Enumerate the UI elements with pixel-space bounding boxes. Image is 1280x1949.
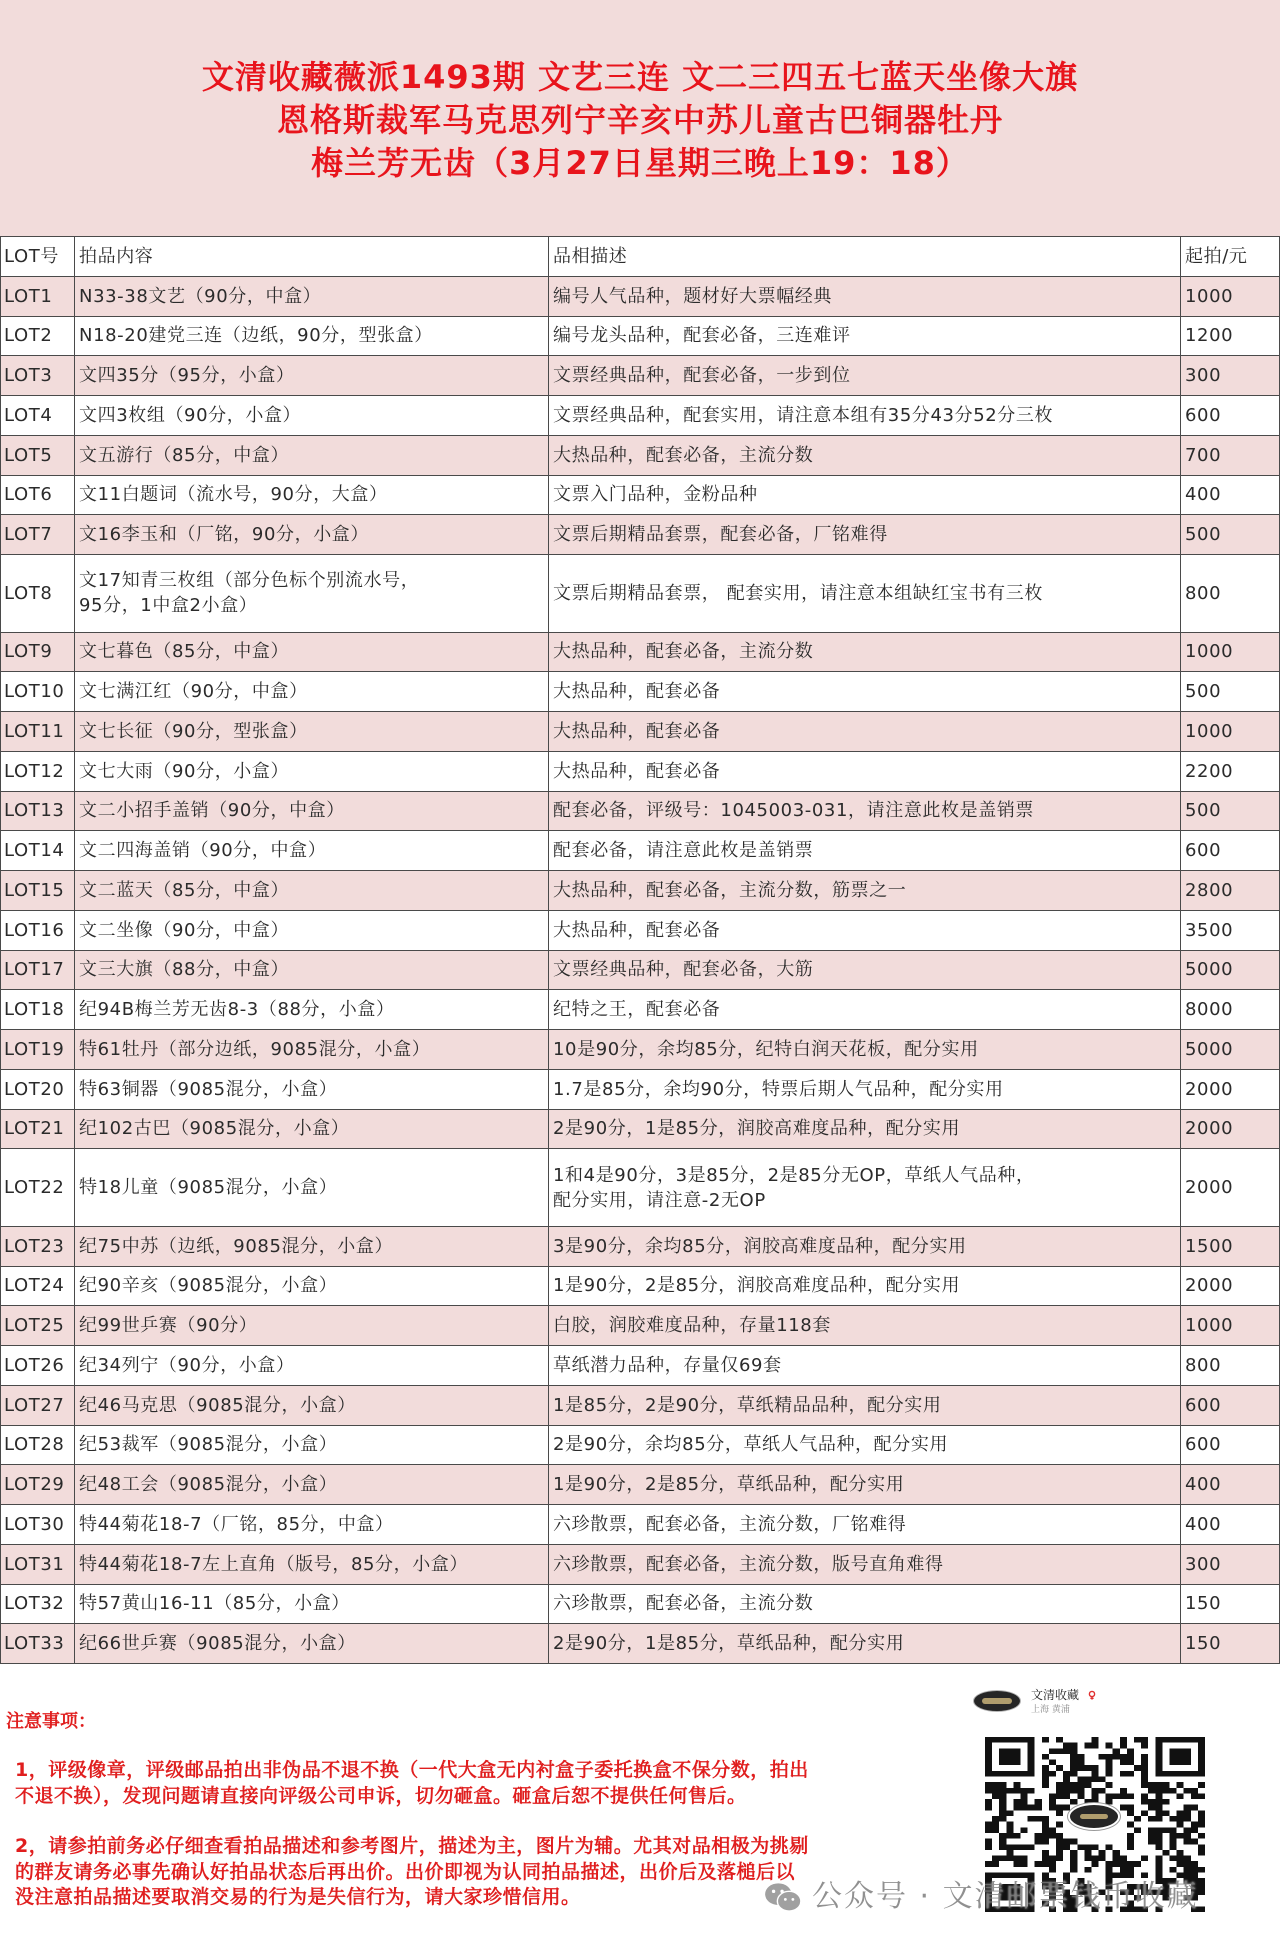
starting-price-cell: 700 xyxy=(1181,436,1280,475)
table-row xyxy=(0,1346,1280,1386)
table-row xyxy=(0,317,1280,357)
shop-logo xyxy=(973,1690,1021,1712)
starting-price-cell: 300 xyxy=(1181,356,1280,395)
table-row xyxy=(0,1070,1280,1110)
item-content-cell: 文四3枚组（90分，小盒） xyxy=(75,396,549,435)
item-content-cell: 文三大旗（88分，中盒） xyxy=(75,951,549,990)
lot-number-cell: LOT18 xyxy=(0,990,75,1029)
qr-center-logo xyxy=(1068,1803,1120,1830)
starting-price-cell: 500 xyxy=(1181,672,1280,711)
lot-number-cell: LOT7 xyxy=(0,515,75,554)
table-row xyxy=(0,1465,1280,1505)
condition-description-cell: 1是90分，2是85分，草纸品种，配分实用 xyxy=(549,1465,1181,1504)
lot-number-cell: LOT14 xyxy=(0,831,75,870)
starting-price-cell: 1500 xyxy=(1181,1227,1280,1266)
table-row xyxy=(0,1545,1280,1585)
item-content-cell: 特18儿童（9085混分，小盒） xyxy=(75,1149,549,1226)
item-content-cell: 文二小招手盖销（90分，中盒） xyxy=(75,792,549,831)
starting-price-cell: 2000 xyxy=(1181,1110,1280,1149)
table-row xyxy=(0,277,1280,317)
lot-number-cell: LOT3 xyxy=(0,356,75,395)
condition-description-cell: 六珍散票，配套必备，主流分数 xyxy=(549,1585,1181,1624)
item-content-cell: 文17知青三枚组（部分色标个别流水号， 95分，1中盒2小盒） xyxy=(75,555,549,632)
table-row xyxy=(0,871,1280,911)
starting-price-cell: 800 xyxy=(1181,1346,1280,1385)
condition-description-cell: 大热品种，配套必备 xyxy=(549,911,1181,950)
condition-description-cell: 大热品种，配套必备 xyxy=(549,752,1181,791)
starting-price-cell: 600 xyxy=(1181,1426,1280,1465)
table-row xyxy=(0,712,1280,752)
condition-description-cell: 白胶，润胶难度品种，存量118套 xyxy=(549,1306,1181,1345)
lot-number-cell: LOT13 xyxy=(0,792,75,831)
starting-price-cell: 300 xyxy=(1181,1545,1280,1584)
lot-number-cell: LOT23 xyxy=(0,1227,75,1266)
lot-number-cell: LOT25 xyxy=(0,1306,75,1345)
condition-description-cell: 10是90分，余均85分，纪特白润天花板，配分实用 xyxy=(549,1030,1181,1069)
starting-price-cell: 400 xyxy=(1181,476,1280,515)
table-row xyxy=(0,1624,1280,1664)
table-row xyxy=(0,1110,1280,1150)
lot-number-cell: LOT4 xyxy=(0,396,75,435)
condition-description-cell: 六珍散票，配套必备，主流分数，版号直角难得 xyxy=(549,1545,1181,1584)
item-content-cell: 纪66世乒赛（9085混分，小盒） xyxy=(75,1624,549,1663)
lot-number-cell: LOT20 xyxy=(0,1070,75,1109)
condition-description-cell: 文票入门品种，金粉品种 xyxy=(549,476,1181,515)
item-content-cell: 特44菊花18-7左上直角（版号，85分，小盒） xyxy=(75,1545,549,1584)
column-header-starting-price: 起拍/元 xyxy=(1181,237,1280,276)
starting-price-cell: 2000 xyxy=(1181,1070,1280,1109)
item-content-cell: 纪90辛亥（9085混分，小盒） xyxy=(75,1267,549,1306)
item-content-cell: N33-38文艺（90分，中盒） xyxy=(75,277,549,316)
notes-paragraph-2: 2，请参拍前务必仔细查看拍品描述和参考图片，描述为主，图片为辅。尤其对品相极为挑剔 的群友请务必事先确认好拍品状态后再出价。出价即视为认同拍品描述，出价后及落槌后以 没注意拍品描述要取消交易的行为是失信行为，请大家珍惜信用。 xyxy=(15,1835,809,1908)
item-content-cell: 文七满江红（90分，中盒） xyxy=(75,672,549,711)
table-header-row xyxy=(0,237,1280,277)
wechat-eye xyxy=(772,1890,775,1893)
item-content-cell: 特63铜器（9085混分，小盒） xyxy=(75,1070,549,1109)
lot-number-cell: LOT17 xyxy=(0,951,75,990)
item-content-cell: 特61牡丹（部分边纸，9085混分，小盒） xyxy=(75,1030,549,1069)
starting-price-cell: 3500 xyxy=(1181,911,1280,950)
item-content-cell: 纪99世乒赛（90分） xyxy=(75,1306,549,1345)
title-line-1: 文清收藏薇派1493期 文艺三连 文二三四五七蓝天坐像大旗 xyxy=(201,58,1079,96)
title-line-2: 恩格斯裁军马克思列宁辛亥中苏儿童古巴铜器牡丹 xyxy=(276,101,1003,139)
account-location: 上海 黄浦 xyxy=(1031,1705,1070,1715)
starting-price-cell: 400 xyxy=(1181,1505,1280,1544)
starting-price-cell: 800 xyxy=(1181,555,1280,632)
starting-price-cell: 2000 xyxy=(1181,1267,1280,1306)
wechat-icon xyxy=(764,1881,802,1913)
condition-description-cell: 1是85分，2是90分，草纸精品品种，配分实用 xyxy=(549,1386,1181,1425)
starting-price-cell: 2000 xyxy=(1181,1149,1280,1226)
starting-price-cell: 150 xyxy=(1181,1585,1280,1624)
condition-description-cell: 六珍散票，配套必备，主流分数，厂铭难得 xyxy=(549,1505,1181,1544)
condition-description-cell: 文票经典品种，配套必备，一步到位 xyxy=(549,356,1181,395)
lot-number-cell: LOT12 xyxy=(0,752,75,791)
item-content-cell: 文七长征（90分，型张盒） xyxy=(75,712,549,751)
condition-description-cell: 配套必备，评级号：1045003-031，请注意此枚是盖销票 xyxy=(549,792,1181,831)
condition-description-cell: 文票后期精品套票， 配套实用，请注意本组缺红宝书有三枚 xyxy=(549,555,1181,632)
table-row xyxy=(0,672,1280,712)
starting-price-cell: 500 xyxy=(1181,792,1280,831)
lot-number-cell: LOT31 xyxy=(0,1545,75,1584)
table-row xyxy=(0,1267,1280,1307)
table-row xyxy=(0,831,1280,871)
item-content-cell: 纪102古巴（9085混分，小盒） xyxy=(75,1110,549,1149)
column-header-lot: LOT号 xyxy=(0,237,75,276)
item-content-cell: 纪34列宁（90分，小盒） xyxy=(75,1346,549,1385)
starting-price-cell: 5000 xyxy=(1181,951,1280,990)
lot-number-cell: LOT30 xyxy=(0,1505,75,1544)
wechat-eye xyxy=(784,1898,787,1901)
notes-heading: 注意事项： xyxy=(6,1711,96,1732)
lot-number-cell: LOT32 xyxy=(0,1585,75,1624)
starting-price-cell: 1000 xyxy=(1181,633,1280,672)
table-row xyxy=(0,752,1280,792)
lot-number-cell: LOT24 xyxy=(0,1267,75,1306)
table-row xyxy=(0,476,1280,516)
table-row xyxy=(0,1426,1280,1466)
starting-price-cell: 400 xyxy=(1181,1465,1280,1504)
lot-number-cell: LOT10 xyxy=(0,672,75,711)
condition-description-cell: 3是90分，余均85分，润胶高难度品种，配分实用 xyxy=(549,1227,1181,1266)
lot-number-cell: LOT21 xyxy=(0,1110,75,1149)
auction-title xyxy=(0,56,1280,185)
item-content-cell: 文五游行（85分，中盒） xyxy=(75,436,549,475)
condition-description-cell: 大热品种，配套必备 xyxy=(549,712,1181,751)
item-content-cell: 文二坐像（90分，中盒） xyxy=(75,911,549,950)
lot-number-cell: LOT2 xyxy=(0,317,75,356)
starting-price-cell: 1200 xyxy=(1181,317,1280,356)
starting-price-cell: 600 xyxy=(1181,1386,1280,1425)
table-row xyxy=(0,555,1280,633)
lot-number-cell: LOT5 xyxy=(0,436,75,475)
condition-description-cell: 大热品种，配套必备，主流分数 xyxy=(549,633,1181,672)
notes-paragraph-1: 1，评级像章，评级邮品拍出非伪品不退不换（一代大盒无内衬盒子委托换盒不保分数，拍出 不退不换），发现问题请直接向评级公司申诉，切勿砸盒。砸盒后恕不提供任何售后。 xyxy=(15,1759,809,1807)
lot-number-cell: LOT19 xyxy=(0,1030,75,1069)
wechat-eye xyxy=(791,1898,794,1901)
item-content-cell: N18-20建党三连（边纸，90分，型张盒） xyxy=(75,317,549,356)
table-row xyxy=(0,1227,1280,1267)
starting-price-cell: 2200 xyxy=(1181,752,1280,791)
starting-price-cell: 1000 xyxy=(1181,277,1280,316)
table-row xyxy=(0,633,1280,673)
qr-center-logo-lettering xyxy=(1080,1814,1108,1819)
table-row xyxy=(0,396,1280,436)
lot-number-cell: LOT28 xyxy=(0,1426,75,1465)
lot-number-cell: LOT22 xyxy=(0,1149,75,1226)
lot-number-cell: LOT16 xyxy=(0,911,75,950)
wechat-eye xyxy=(780,1890,783,1893)
watermark-text: 公众号 · 文清邮票钱币收藏 xyxy=(812,1879,1199,1914)
condition-description-cell: 草纸潜力品种，存量仅69套 xyxy=(549,1346,1181,1385)
item-content-cell: 文七大雨（90分，小盒） xyxy=(75,752,549,791)
table-row xyxy=(0,356,1280,396)
table-row xyxy=(0,515,1280,555)
lot-number-cell: LOT27 xyxy=(0,1386,75,1425)
starting-price-cell: 500 xyxy=(1181,515,1280,554)
starting-price-cell: 600 xyxy=(1181,831,1280,870)
item-content-cell: 纪94B梅兰芳无齿8-3（88分，小盒） xyxy=(75,990,549,1029)
item-content-cell: 纪48工会（9085混分，小盒） xyxy=(75,1465,549,1504)
condition-description-cell: 配套必备，请注意此枚是盖销票 xyxy=(549,831,1181,870)
lot-number-cell: LOT8 xyxy=(0,555,75,632)
red-mark-ring xyxy=(1089,1691,1094,1696)
table-row xyxy=(0,1505,1280,1545)
lot-number-cell: LOT11 xyxy=(0,712,75,751)
lot-table-body xyxy=(0,277,1280,1664)
item-content-cell: 文四35分（95分，小盒） xyxy=(75,356,549,395)
condition-description-cell: 编号龙头品种，配套必备，三连难评 xyxy=(549,317,1181,356)
condition-description-cell: 大热品种，配套必备，主流分数 xyxy=(549,436,1181,475)
condition-description-cell: 编号人气品种，题材好大票幅经典 xyxy=(549,277,1181,316)
column-header-description: 品相描述 xyxy=(549,237,1181,276)
item-content-cell: 特57黄山16-11（85分，小盒） xyxy=(75,1585,549,1624)
condition-description-cell: 大热品种，配套必备 xyxy=(549,672,1181,711)
condition-description-cell: 1是90分，2是85分，润胶高难度品种，配分实用 xyxy=(549,1267,1181,1306)
starting-price-cell: 8000 xyxy=(1181,990,1280,1029)
item-content-cell: 特44菊花18-7（厂铭，85分，中盒） xyxy=(75,1505,549,1544)
table-row xyxy=(0,911,1280,951)
account-name: 文清收藏 xyxy=(1031,1688,1080,1702)
table-row xyxy=(0,792,1280,832)
lot-number-cell: LOT1 xyxy=(0,277,75,316)
starting-price-cell: 5000 xyxy=(1181,1030,1280,1069)
red-mark-icon xyxy=(1087,1690,1097,1700)
wechat-bubble-small xyxy=(777,1891,801,1911)
item-content-cell: 文二四海盖销（90分，中盒） xyxy=(75,831,549,870)
item-content-cell: 文二蓝天（85分，中盒） xyxy=(75,871,549,910)
item-content-cell: 纪46马克思（9085混分，小盒） xyxy=(75,1386,549,1425)
table-row xyxy=(0,436,1280,476)
shop-logo-lettering xyxy=(982,1698,1012,1704)
lot-number-cell: LOT26 xyxy=(0,1346,75,1385)
starting-price-cell: 1000 xyxy=(1181,1306,1280,1345)
page-header xyxy=(0,0,1280,236)
condition-description-cell: 1和4是90分，3是85分，2是85分无OP，草纸人气品种， 配分实用，请注意-2无OP xyxy=(549,1149,1181,1226)
lot-number-cell: LOT33 xyxy=(0,1624,75,1663)
column-header-item: 拍品内容 xyxy=(75,237,549,276)
item-content-cell: 文16李玉和（厂铭，90分，小盒） xyxy=(75,515,549,554)
lot-number-cell: LOT6 xyxy=(0,476,75,515)
condition-description-cell: 文票经典品种，配套实用，请注意本组有35分43分52分三枚 xyxy=(549,396,1181,435)
lot-number-cell: LOT29 xyxy=(0,1465,75,1504)
condition-description-cell: 文票后期精品套票，配套必备，厂铭难得 xyxy=(549,515,1181,554)
item-content-cell: 文11白题词（流水号，90分，大盒） xyxy=(75,476,549,515)
condition-description-cell: 大热品种，配套必备，主流分数，筋票之一 xyxy=(549,871,1181,910)
item-content-cell: 纪53裁军（9085混分，小盒） xyxy=(75,1426,549,1465)
condition-description-cell: 2是90分，余均85分，草纸人气品种，配分实用 xyxy=(549,1426,1181,1465)
table-row xyxy=(0,1030,1280,1070)
table-row xyxy=(0,1386,1280,1426)
lot-number-cell: LOT9 xyxy=(0,633,75,672)
item-content-cell: 纪75中苏（边纸，9085混分，小盒） xyxy=(75,1227,549,1266)
table-row xyxy=(0,1149,1280,1227)
starting-price-cell: 2800 xyxy=(1181,871,1280,910)
starting-price-cell: 600 xyxy=(1181,396,1280,435)
watermark xyxy=(764,1879,1199,1915)
title-line-3: 梅兰芳无齿（3月27日星期三晚上19：18） xyxy=(311,144,969,182)
starting-price-cell: 1000 xyxy=(1181,712,1280,751)
table-row xyxy=(0,990,1280,1030)
table-row xyxy=(0,1306,1280,1346)
condition-description-cell: 文票经典品种，配套必备，大筋 xyxy=(549,951,1181,990)
condition-description-cell: 纪特之王，配套必备 xyxy=(549,990,1181,1029)
table-row xyxy=(0,1585,1280,1625)
condition-description-cell: 2是90分，1是85分，润胶高难度品种，配分实用 xyxy=(549,1110,1181,1149)
condition-description-cell: 2是90分，1是85分，草纸品种，配分实用 xyxy=(549,1624,1181,1663)
condition-description-cell: 1.7是85分，余均90分，特票后期人气品种，配分实用 xyxy=(549,1070,1181,1109)
table-row xyxy=(0,951,1280,991)
item-content-cell: 文七暮色（85分，中盒） xyxy=(75,633,549,672)
lot-number-cell: LOT15 xyxy=(0,871,75,910)
starting-price-cell: 150 xyxy=(1181,1624,1280,1663)
lot-table xyxy=(0,236,1280,1664)
